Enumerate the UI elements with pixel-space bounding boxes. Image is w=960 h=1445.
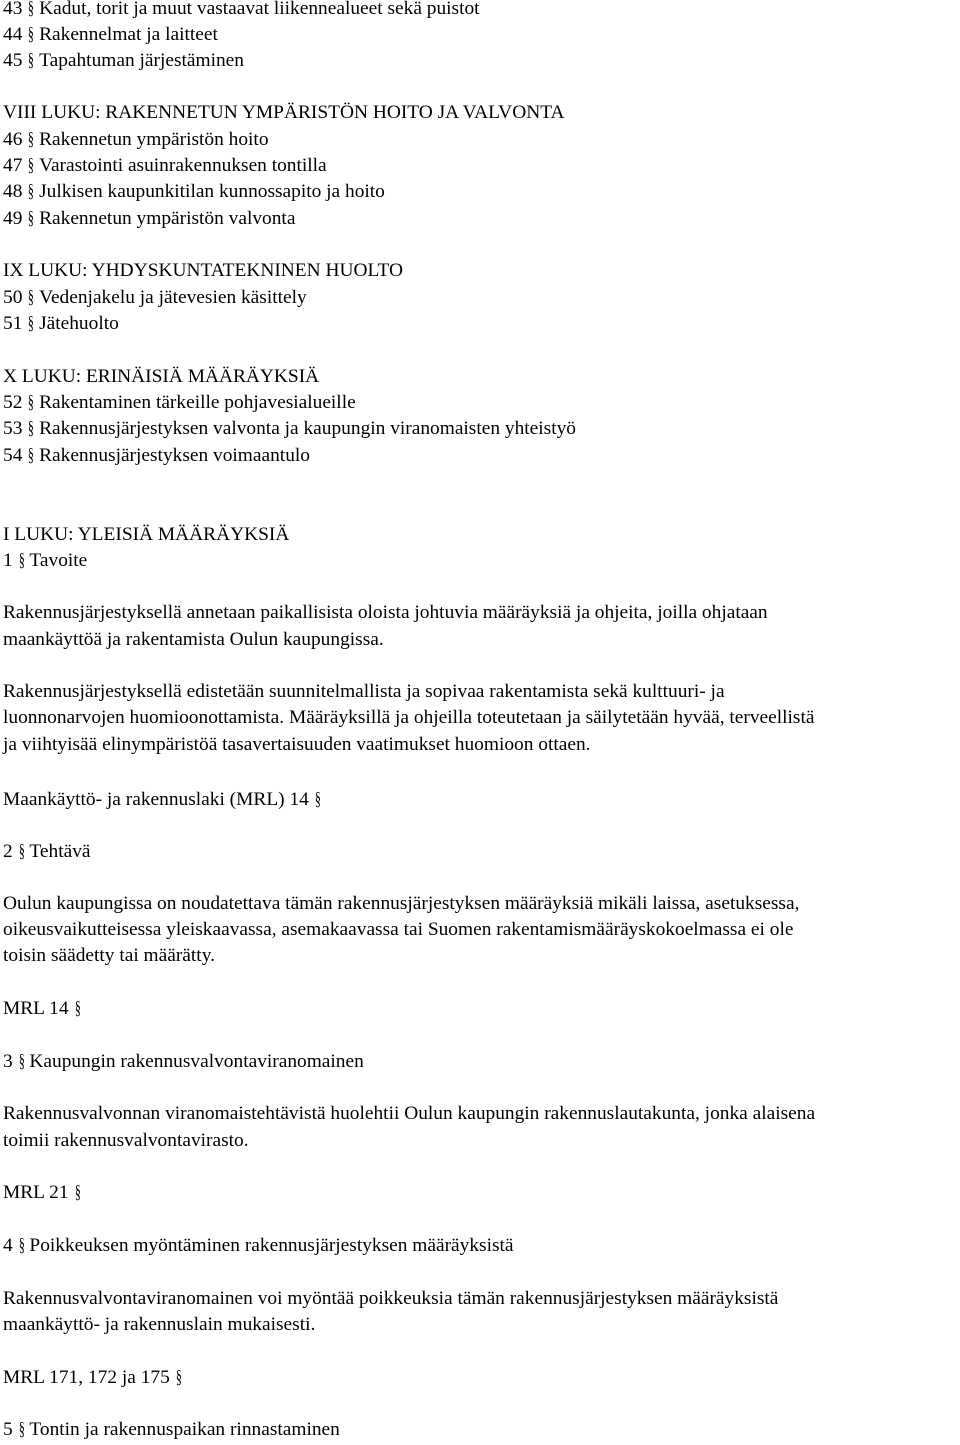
toc-item-title: Rakennetun ympäristön valvonta <box>39 208 296 229</box>
section-number: 1 <box>3 550 13 571</box>
toc-item-title: Rakentaminen tärkeille pohjavesialueille <box>39 392 356 413</box>
toc-item-title: Rakennusjärjestyksen valvonta ja kaupungin viranomaisten yhteistyö <box>39 418 576 439</box>
paragraph-line: toimii rakennusvalvontavirasto. <box>3 1130 249 1151</box>
section-sign: § <box>74 1182 81 1203</box>
section-number: 52 <box>3 392 23 413</box>
toc-item[interactable] <box>3 0 480 22</box>
section-number: 47 <box>3 155 23 176</box>
toc-chapter-heading: VIII LUKU: RAKENNETUN YMPÄRISTÖN HOITO JA VALVONTA <box>3 102 565 123</box>
section-sign: § <box>28 392 35 413</box>
toc-item[interactable] <box>3 416 576 442</box>
toc-item-title: Rakennusjärjestyksen voimaantulo <box>39 445 310 466</box>
section-sign: § <box>18 841 25 862</box>
section-sign: § <box>18 1235 25 1256</box>
section-sign: § <box>28 445 35 466</box>
section-sign: § <box>28 50 35 71</box>
toc-item[interactable] <box>3 390 356 416</box>
section-sign: § <box>18 1419 25 1440</box>
section-sign: § <box>175 1367 182 1388</box>
section-number: 5 <box>3 1419 13 1440</box>
section-sign: § <box>18 550 25 571</box>
section-sign: § <box>28 287 35 308</box>
section-sign: § <box>28 208 35 229</box>
paragraph-line: Rakennusvalvonnan viranomaistehtävistä huolehtii Oulun kaupungin rakennuslautakunta, jonka alaisena <box>3 1103 816 1124</box>
reference-text: MRL 14 <box>3 998 69 1019</box>
section-number: 48 <box>3 181 23 202</box>
toc-item-title: Kadut, torit ja muut vastaavat liikennealueet sekä puistot <box>39 0 480 19</box>
chapter-heading: I LUKU: YLEISIÄ MÄÄRÄYKSIÄ <box>3 524 290 545</box>
toc-item[interactable] <box>3 206 295 232</box>
section-title: Tavoite <box>29 550 88 571</box>
toc-item-title: Rakennelmat ja laitteet <box>39 24 218 45</box>
toc-item-title: Jätehuolto <box>39 313 119 334</box>
section-number: 4 <box>3 1235 13 1256</box>
section-heading <box>3 839 91 865</box>
reference-text: MRL 171, 172 ja 175 <box>3 1367 170 1388</box>
section-sign: § <box>28 418 35 439</box>
section-number: 50 <box>3 287 23 308</box>
section-sign: § <box>28 24 35 45</box>
section-number: 44 <box>3 24 23 45</box>
section-number: 3 <box>3 1051 13 1072</box>
section-sign: § <box>74 998 81 1019</box>
paragraph-line: ja viihtyisää elinympäristöä tasavertaisuuden vaatimukset huomioon ottaen. <box>3 734 591 755</box>
section-number: 53 <box>3 418 23 439</box>
legal-reference <box>3 1365 187 1391</box>
toc-item[interactable] <box>3 127 269 153</box>
legal-reference <box>3 787 326 813</box>
toc-chapter-heading: X LUKU: ERINÄISIÄ MÄÄRÄYKSIÄ <box>3 366 320 387</box>
section-heading <box>3 1233 514 1259</box>
toc-item[interactable] <box>3 22 218 48</box>
toc-item[interactable] <box>3 153 327 179</box>
section-title: Poikkeuksen myöntäminen rakennusjärjestyksen määräyksistä <box>29 1235 514 1256</box>
toc-item[interactable] <box>3 48 244 74</box>
section-title: Kaupungin rakennusvalvontaviranomainen <box>29 1051 364 1072</box>
paragraph-line: Rakennusjärjestyksellä edistetään suunnitelmallista ja sopivaa rakentamista sekä kulttuuri- ja <box>3 681 725 702</box>
paragraph-line: Oulun kaupungissa on noudatettava tämän rakennusjärjestyksen määräyksiä mikäli laissa, asetuksessa, <box>3 893 800 914</box>
section-sign: § <box>18 1051 25 1072</box>
legal-reference <box>3 996 85 1022</box>
section-sign: § <box>28 0 35 19</box>
section-number: 49 <box>3 208 23 229</box>
section-heading <box>3 1049 364 1075</box>
section-number: 43 <box>3 0 23 19</box>
toc-item-title: Varastointi asuinrakennuksen tontilla <box>39 155 327 176</box>
paragraph-line: Rakennusjärjestyksellä annetaan paikallisista oloista johtuvia määräyksiä ja ohjeita, joilla ohjataan <box>3 602 768 623</box>
paragraph-line: maankäyttöä ja rakentamista Oulun kaupungissa. <box>3 629 384 650</box>
paragraph-line: luonnonarvojen huomioonottamista. Määräyksillä ja ohjeilla toteutetaan ja säilytetään hyvää, terveellistä <box>3 707 815 728</box>
section-number: 2 <box>3 841 13 862</box>
legal-reference <box>3 1180 85 1206</box>
section-number: 51 <box>3 313 23 334</box>
paragraph-line: toisin säädetty tai määrätty. <box>3 945 215 966</box>
section-number: 45 <box>3 50 23 71</box>
section-sign: § <box>314 789 321 810</box>
toc-item-title: Rakennetun ympäristön hoito <box>39 129 269 150</box>
toc-item[interactable] <box>3 285 307 311</box>
section-heading <box>3 1417 340 1443</box>
section-sign: § <box>28 129 35 150</box>
toc-chapter-heading: IX LUKU: YHDYSKUNTATEKNINEN HUOLTO <box>3 260 404 281</box>
section-sign: § <box>28 181 35 202</box>
reference-text: MRL 21 <box>3 1182 69 1203</box>
paragraph-line: Rakennusvalvontaviranomainen voi myöntää poikkeuksia tämän rakennusjärjestyksen määräyksistä <box>3 1288 779 1309</box>
toc-item[interactable] <box>3 179 385 205</box>
toc-item-title: Julkisen kaupunkitilan kunnossapito ja hoito <box>39 181 385 202</box>
section-sign: § <box>28 313 35 334</box>
paragraph-line: oikeusvaikutteisessa yleiskaavassa, asemakaavassa tai Suomen rakentamismääräyskokoelmassa ei ole <box>3 919 794 940</box>
toc-item[interactable] <box>3 443 310 469</box>
reference-text: Maankäyttö- ja rakennuslaki (MRL) 14 <box>3 789 309 810</box>
section-title: Tontin ja rakennuspaikan rinnastaminen <box>29 1419 340 1440</box>
section-number: 54 <box>3 445 23 466</box>
toc-item[interactable] <box>3 311 119 337</box>
section-title: Tehtävä <box>29 841 91 862</box>
toc-item-title: Tapahtuman järjestäminen <box>39 50 244 71</box>
toc-item-title: Vedenjakelu ja jätevesien käsittely <box>39 287 307 308</box>
paragraph-line: maankäyttö- ja rakennuslain mukaisesti. <box>3 1314 316 1335</box>
section-number: 46 <box>3 129 23 150</box>
section-sign: § <box>28 155 35 176</box>
section-heading <box>3 548 87 574</box>
